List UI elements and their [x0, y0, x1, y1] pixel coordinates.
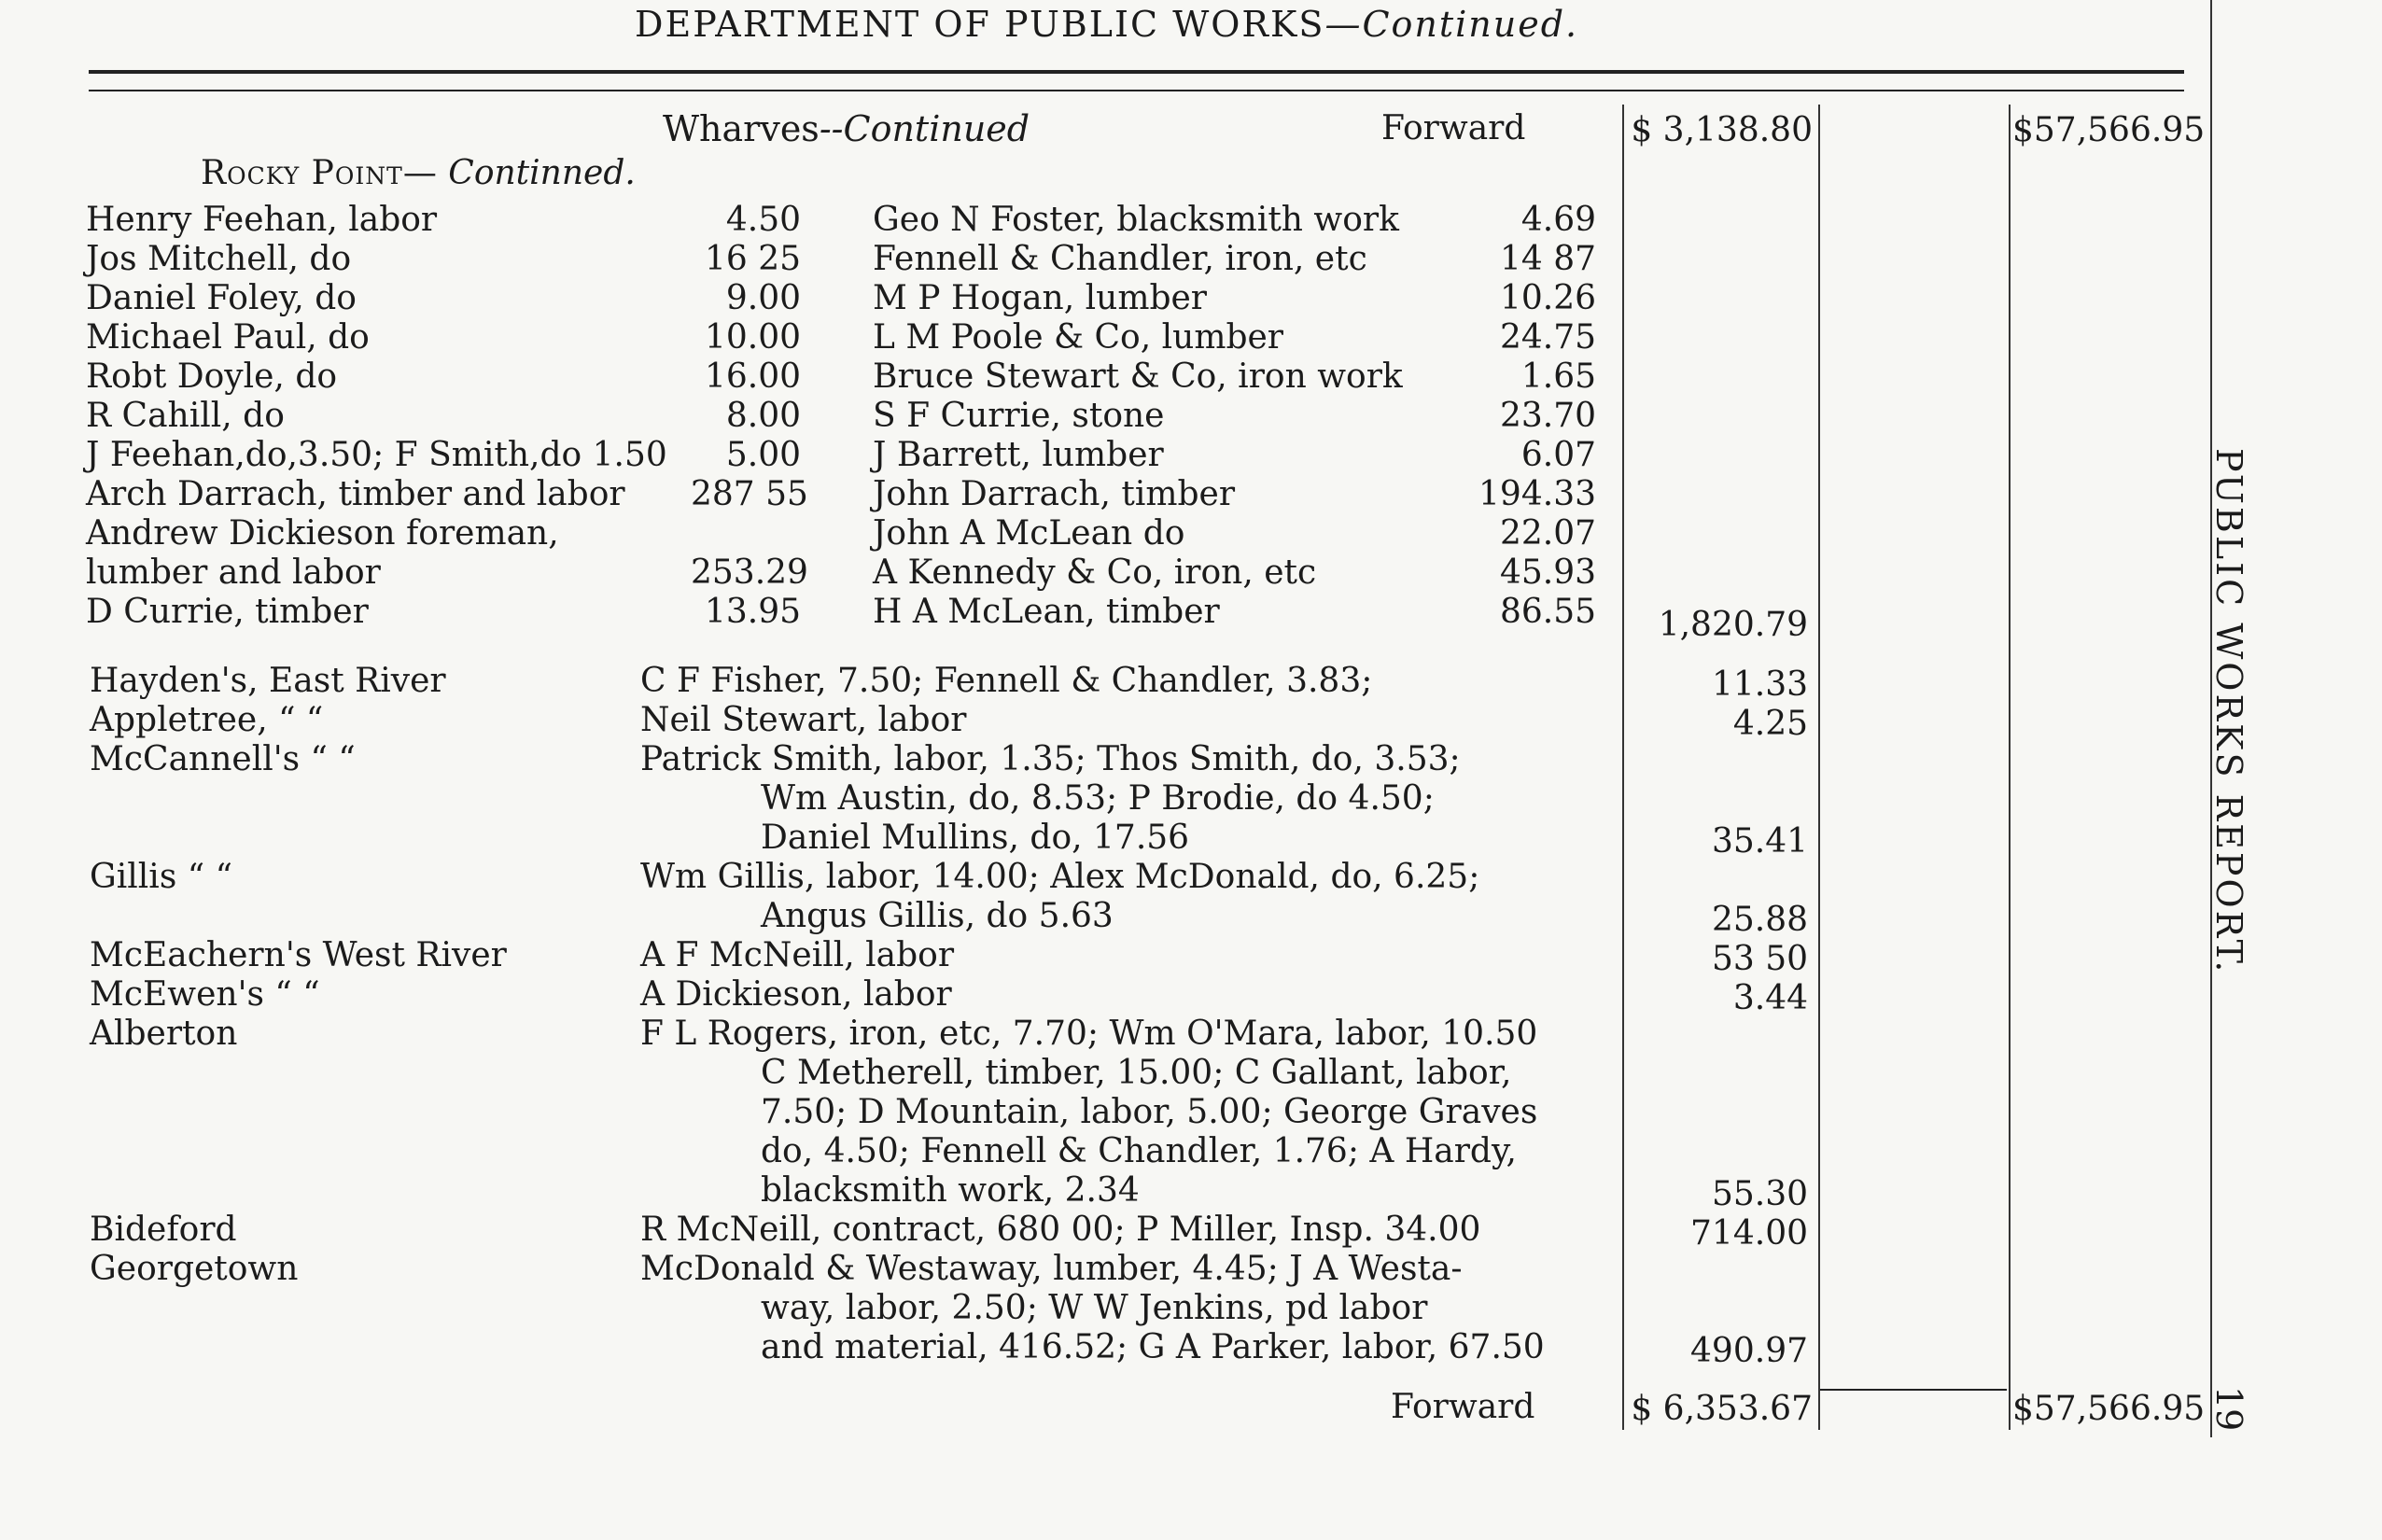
rocky-left-amount: 9.00: [725, 279, 801, 317]
section-heading-title: Wharves: [663, 108, 820, 149]
rocky-right-amount: 45.93: [1499, 553, 1596, 592]
place-total: 714.00: [1690, 1214, 1808, 1253]
place-total: 25.88: [1711, 901, 1808, 939]
place-name: Alberton: [90, 1015, 238, 1053]
footer-rule: [1820, 1389, 2007, 1391]
header-rule-top: [89, 70, 2184, 74]
col1-left-line: [1622, 105, 1624, 1430]
rocky-left-text: Henry Feehan, labor: [86, 201, 438, 239]
rocky-point-total: 1,820.79: [1658, 606, 1808, 644]
rocky-right-text: M P Hogan, lumber: [873, 279, 1208, 317]
place-name: McEachern's West River: [90, 936, 507, 974]
place-total: 3.44: [1732, 979, 1808, 1017]
side-title: PUBLIC WORKS REPORT.: [2208, 448, 2249, 975]
place-detail-line: C F Fisher, 7.50; Fennell & Chandler, 3.83;: [640, 662, 1373, 700]
place-detail-line: A F McNeill, labor: [640, 936, 955, 974]
place-detail-line: blacksmith work, 2.34: [761, 1171, 1140, 1210]
rocky-right-amount: 194.33: [1478, 475, 1596, 513]
page-number: 19: [2208, 1386, 2249, 1432]
rocky-left-amount: 5.00: [725, 436, 801, 474]
rocky-left-amount: 16 25: [704, 240, 801, 278]
section-heading-cont: --Continued: [819, 108, 1030, 149]
header-rule-bottom: [89, 90, 2184, 91]
rocky-left-text: J Feehan,do,3.50; F Smith,do 1.50: [86, 436, 667, 474]
forward-col3-top: $57,566.95: [2012, 111, 2206, 149]
place-total: 53 50: [1711, 940, 1808, 978]
col3-left-line: [2009, 105, 2011, 1430]
place-name: Georgetown: [90, 1250, 299, 1288]
place-detail-line: Angus Gillis, do 5.63: [761, 897, 1114, 935]
rocky-right-amount: 86.55: [1499, 593, 1596, 631]
rocky-right-text: Fennell & Chandler, iron, etc: [873, 240, 1367, 278]
rocky-right-text: Geo N Foster, blacksmith work: [873, 201, 1399, 239]
rocky-right-text: A Kennedy & Co, iron, etc: [873, 553, 1317, 592]
place-name: Appletree, “ “: [90, 701, 324, 739]
rocky-left-text: Arch Darrach, timber and labor: [86, 475, 625, 513]
rocky-right-amount: 14 87: [1499, 240, 1596, 278]
rocky-point-title: Rocky Point—: [201, 154, 438, 192]
col1-right-line: [1818, 105, 1820, 1430]
rocky-right-text: S F Currie, stone: [873, 397, 1165, 435]
place-name: Bideford: [90, 1211, 237, 1249]
rocky-left-text: lumber and labor: [86, 553, 381, 592]
forward-col1-top: $ 3,138.80: [1631, 111, 1813, 149]
place-name: McCannell's “ “: [90, 740, 356, 778]
forward-col3-bottom: $57,566.95: [2012, 1390, 2206, 1428]
rocky-left-text: Jos Mitchell, do: [86, 240, 352, 278]
rocky-right-text: L M Poole & Co, lumber: [873, 318, 1284, 357]
place-detail-line: Neil Stewart, labor: [640, 701, 967, 739]
rocky-point-cont: Continned.: [448, 154, 636, 192]
place-total: 4.25: [1732, 705, 1808, 743]
rocky-left-text: D Currie, timber: [86, 593, 369, 631]
place-detail-line: Wm Gillis, labor, 14.00; Alex McDonald, do, 6.25;: [640, 858, 1480, 896]
place-name: Hayden's, East River: [90, 662, 446, 700]
rocky-left-amount: 4.50: [725, 201, 801, 239]
header-title: DEPARTMENT OF PUBLIC WORKS: [635, 4, 1325, 45]
place-name: Gillis “ “: [90, 858, 232, 896]
rocky-right-text: H A McLean, timber: [873, 593, 1220, 631]
forward-label-bottom: Forward: [1391, 1388, 1535, 1426]
place-name: McEwen's “ “: [90, 975, 320, 1014]
place-detail-line: Wm Austin, do, 8.53; P Brodie, do 4.50;: [761, 779, 1435, 818]
place-detail-line: McDonald & Westaway, lumber, 4.45; J A Westa-: [640, 1250, 1463, 1288]
rocky-right-text: John A McLean do: [873, 514, 1185, 553]
header-continued: —Continued.: [1324, 4, 1579, 45]
rocky-right-amount: 23.70: [1499, 397, 1596, 435]
rocky-right-amount: 22.07: [1499, 514, 1596, 553]
place-detail-line: F L Rogers, iron, etc, 7.70; Wm O'Mara, labor, 10.50: [640, 1015, 1538, 1053]
rocky-left-amount: 287 55: [691, 475, 808, 513]
rocky-left-text: Michael Paul, do: [86, 318, 370, 357]
rocky-left-text: Andrew Dickieson foreman,: [86, 514, 559, 553]
place-detail-line: Daniel Mullins, do, 17.56: [761, 819, 1190, 857]
rocky-left-amount: 8.00: [725, 397, 801, 435]
rocky-right-text: Bruce Stewart & Co, iron work: [873, 357, 1403, 396]
place-total: 11.33: [1711, 665, 1808, 704]
rocky-right-amount: 24.75: [1499, 318, 1596, 357]
rocky-left-text: Robt Doyle, do: [86, 357, 338, 396]
place-detail-line: Patrick Smith, labor, 1.35; Thos Smith, do, 3.53;: [640, 740, 1461, 778]
section-heading: [663, 110, 1030, 147]
rocky-left-amount: 13.95: [704, 593, 801, 631]
rocky-right-text: J Barrett, lumber: [873, 436, 1164, 474]
rocky-point-heading: [201, 155, 636, 192]
rocky-left-text: Daniel Foley, do: [86, 279, 357, 317]
rocky-right-amount: 6.07: [1520, 436, 1596, 474]
rocky-right-amount: 4.69: [1520, 201, 1596, 239]
place-detail-line: and material, 416.52; G A Parker, labor, 67.50: [761, 1328, 1545, 1366]
rocky-right-amount: 1.65: [1520, 357, 1596, 396]
place-detail-line: way, labor, 2.50; W W Jenkins, pd labor: [761, 1289, 1428, 1327]
forward-col1-bottom: $ 6,353.67: [1631, 1390, 1813, 1428]
place-detail-line: C Metherell, timber, 15.00; C Gallant, labor,: [761, 1054, 1512, 1092]
rocky-right-text: John Darrach, timber: [873, 475, 1236, 513]
place-detail-line: A Dickieson, labor: [640, 975, 952, 1014]
place-total: 490.97: [1690, 1332, 1808, 1370]
place-detail-line: 7.50; D Mountain, labor, 5.00; George Graves: [761, 1093, 1538, 1131]
place-total: 55.30: [1711, 1175, 1808, 1213]
rocky-left-amount: 16.00: [704, 357, 801, 396]
place-detail-line: R McNeill, contract, 680 00; P Miller, Insp. 34.00: [640, 1211, 1481, 1249]
rocky-right-amount: 10.26: [1499, 279, 1596, 317]
forward-label-top: Forward: [1381, 109, 1526, 147]
rocky-left-amount: 10.00: [704, 318, 801, 357]
page-header: [635, 6, 1578, 43]
place-total: 35.41: [1711, 822, 1808, 861]
place-detail-line: do, 4.50; Fennell & Chandler, 1.76; A Hardy,: [761, 1132, 1517, 1170]
rocky-left-text: R Cahill, do: [86, 397, 285, 435]
rocky-left-amount: 253.29: [691, 553, 808, 592]
